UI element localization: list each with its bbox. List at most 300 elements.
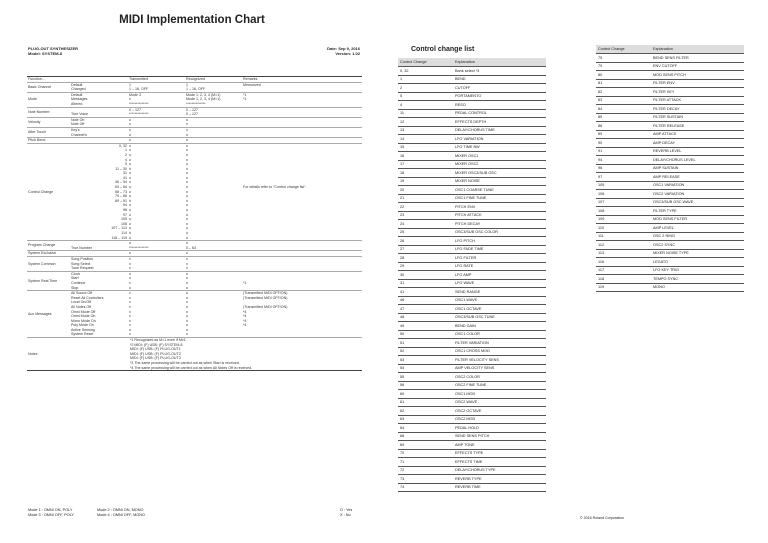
cell-line: o [129,143,131,148]
cell-line: *2 MIDI: (F) USB: (F) SYSTEM-8 [130,342,183,347]
cc-number: 5 [398,92,453,101]
table-row [27,291,362,338]
cc-explanation: FILTER KEY [651,88,744,97]
cc-explanation: OSC3/SUB OSC WAVE [651,198,744,207]
cell-line: x [129,122,131,127]
control-change-title: Control change list [411,46,475,53]
cell-line: o [186,138,188,143]
cell-line: o [129,171,131,176]
footer-line: Mode 4 : OMNI OFF, MONO [97,512,145,517]
cell-line: *3 The same processing will be carried out as when Start is received. [130,361,240,366]
cell-line: Omni Mode On [71,314,96,319]
cc-explanation: OSC1 COLOR [453,330,546,339]
cc-explanation: OSC1 COARSE TUNE [453,186,546,195]
cc-explanation: OSC 2 RING [651,232,744,241]
cell-line: Default [71,82,83,87]
cc-number: 91 [596,147,651,156]
table-row [27,107,362,117]
cell-line: o [186,231,188,235]
cc-number: 69 [398,441,453,450]
cell-line: x [129,309,131,314]
recognized-cell [185,127,242,137]
date-line: Date: Sep 9, 2016 [327,46,360,51]
cc-row [398,245,546,254]
cell-line: Reset All Controllers [71,295,104,300]
table-row [27,82,362,92]
cc-row [398,169,546,178]
footer-line: X : No [340,512,351,517]
function-cell: Pitch Bend [27,138,70,144]
model-line: Model: SYSTEM-8 [28,50,63,56]
cc-number: 55 [398,373,453,382]
cc-number: 119 [596,283,651,292]
cell-line: 1 [129,82,131,87]
cell-line: Mono Mode On [71,318,96,323]
cell-line: Mode 1, 2, 3, 4 (M=1) [186,92,221,97]
cc-explanation: BEND [453,75,546,84]
cell-line: 2 [125,152,127,157]
cell-line: 89 – 91 [115,198,127,203]
cc-row [596,164,744,173]
cc-explanation: MIXER NOISE [453,177,546,186]
cc-explanation: MIXER NOISE TYPE [651,249,744,258]
cc-number: 27 [398,245,453,254]
cc-row [596,156,744,165]
cc-row [398,279,546,288]
cc-header-explanation: Explanation [651,45,744,54]
cell-line: o [186,327,188,332]
cell-line: All Sound Off [71,291,93,296]
cc-explanation: DELAY/CHORUS TYPE [453,466,546,475]
footer-modes-right [97,508,145,517]
cell-line: Active Sensing [71,327,95,332]
cc-number: 46 [398,296,453,305]
cell-line: o [129,276,131,281]
cc-explanation: TEMPO SYNC [651,275,744,284]
cell-line: o [186,212,188,217]
cell-line: x [129,280,131,285]
cell-line: 46 – 54 [115,180,127,185]
cell-line: 68 – 73 [115,189,127,194]
cc-row [398,160,546,169]
remarks-cell [242,256,362,271]
cell-line: x [129,256,131,261]
cc-number: 51 [398,339,453,348]
cc-explanation: OSC2 FINE TUNE [453,381,546,390]
remarks-cell [242,127,362,137]
cc-explanation: AMP ATTACK [651,130,744,139]
cc-number: 31 [398,279,453,288]
cc-explanation: DELAY/CHORUS TIME [453,126,546,135]
cell-line: 105 [121,217,127,222]
cc-row [596,249,744,258]
remarks-cell [242,241,362,251]
cc-number: 73 [398,475,453,484]
cc-number: 29 [398,262,453,271]
cell-line: *4 [243,318,247,323]
cc-row [398,75,546,84]
cell-line: Poly Mode On [71,323,94,328]
cell-line: o [186,309,188,314]
cc-explanation: MIXER OSC1 [453,152,546,161]
cell-line: o [129,226,131,231]
document-title: MIDI Implementation Chart [119,14,265,26]
cc-explanation: OSC1 MOD [453,390,546,399]
cc-number: 60 [398,390,453,399]
function-cell: Note Number: [27,107,70,117]
cc-number: 17 [398,160,453,169]
cc-number: 109 [596,215,651,224]
cc-explanation: LFO FILTER [453,254,546,263]
cc-explanation: LFO FADE TIME [453,245,546,254]
cell-line: x [129,300,131,305]
cell-line: x [129,304,131,309]
function-cell: System Real Time [27,271,70,290]
cell-line: Note Off [71,122,85,127]
cell-line: 5 [125,162,127,167]
cc-row [398,330,546,339]
cc-row [596,283,744,292]
cell-line: *4 [243,309,247,314]
cell-line: 0, 32 [119,143,127,148]
cell-line: o [186,208,188,213]
transmitted-cell [128,256,185,271]
function-cell: Program Change [27,241,70,251]
cc-explanation: FILTER ATTACK [651,96,744,105]
cc-row [398,483,546,492]
cell-line: 4 [125,157,127,162]
cc-row [596,113,744,122]
cell-line: o [186,175,188,180]
cell-line: True Voice [71,112,89,117]
cell-line [71,138,127,143]
midi-implementation-table [27,76,362,371]
cc-number: 63 [398,415,453,424]
cc-number: 90 [596,139,651,148]
cell-line: MIDI: (F) USB: (F) PLUG-OUT1 [130,347,181,352]
cc-explanation: OSC1 CROSS MOD [453,347,546,356]
cell-line: o [129,162,131,167]
transmitted-cell [128,107,185,117]
cc-row [398,228,546,237]
cc-explanation: LFO PITCH [453,237,546,246]
cell-line: o [129,235,131,240]
model-info [28,46,78,55]
cc-number: 21 [398,194,453,203]
cc-number: 15 [398,143,453,152]
cc-explanation: FILTER VELOCITY SENS [453,356,546,365]
cc-number: 80 [596,71,651,80]
cell-line: 107 – 113 [111,226,127,231]
sub-function-cell [70,82,128,92]
cc-row [398,262,546,271]
notes-cell [70,338,362,371]
cc-number: 49 [398,322,453,331]
version-line: Version: 1.02 [335,50,360,56]
recognized-cell [185,143,242,240]
cc-row [596,62,744,71]
cc-explanation: MIXER OSC2 [453,160,546,169]
copyright: © 2016 Roland Corporation [580,516,624,520]
sub-function-cell [70,241,128,251]
cc-number: 113 [596,249,651,258]
sub-function-cell [70,117,128,127]
cc-explanation: CUTOFF [453,84,546,93]
cell-line: ************** [129,245,149,250]
cell-line: x [186,127,188,132]
sub-function-cell [70,92,128,107]
cc-explanation: LFO AMP [453,271,546,280]
cc-row [596,54,744,63]
cell-line: x [186,256,188,261]
cell-line: o [129,285,131,290]
cell-line [71,251,127,256]
cc-row [596,266,744,275]
function-cell: Control Change [27,143,70,240]
cc-explanation: REVERB TIME [453,483,546,492]
cc-number: 74 [398,483,453,492]
cell-line: 31 [123,171,127,176]
cell-line: 0 – 127 [129,107,141,112]
cc-explanation: PITCH ATTACK [453,211,546,220]
cc-row [398,211,546,220]
cell-line: o [129,185,131,190]
cell-line: 41 [123,175,127,180]
cc-row [398,432,546,441]
sub-function-cell [70,291,128,338]
cell-line: x [186,122,188,127]
cc-explanation: AMP LEVEL [651,224,744,233]
cc-number: 108 [596,207,651,216]
cc-number: 13 [398,126,453,135]
cell-line: o [129,212,131,217]
cc-number: 14 [398,135,453,144]
cc-number: 117 [596,266,651,275]
cell-line: o [186,166,188,171]
cell-line: ************** [186,101,206,106]
cc-explanation: LFO RATE [453,262,546,271]
function-cell: Velocity [27,117,70,127]
cc-row [398,390,546,399]
cell-line: o [186,132,188,137]
cell-line: x [129,314,131,319]
transmitted-cell [128,127,185,137]
cell-line: 1 – 16, OFF [129,87,149,92]
cc-row [398,407,546,416]
cell-line: o [186,271,188,276]
cc-explanation: OSC1 VARIATION [651,181,744,190]
cell-line [243,286,361,291]
cell-line: o [129,152,131,157]
cell-line: MIDI: (F) USB: (F) PLUG-OUT2 [130,351,181,356]
cc-explanation: PITCH DECAY [453,220,546,229]
cell-line: True Number [71,245,93,250]
cell-line: 79 – 86 [115,194,127,199]
cc-row [398,356,546,365]
table-row [27,127,362,137]
cc-row [398,271,546,280]
cc-row [596,130,744,139]
cc-number: 83 [596,96,651,105]
cc-explanation: OSC2 COLOR [453,373,546,382]
cc-explanation: PORTAMENTO [453,92,546,101]
recognized-cell [185,117,242,127]
cc-explanation: OSC2 MOD [453,415,546,424]
control-change-table-right [596,45,744,292]
cell-line: o [129,231,131,235]
cell-line: o [186,117,188,122]
cc-explanation: REVERB LEVEL [651,147,744,156]
cc-explanation: MOD SENS PITCH [651,71,744,80]
cc-explanation: SEND SENS PITCH [453,432,546,441]
cc-number: 84 [596,105,651,114]
cell-line: o [129,138,131,143]
date-version [300,46,360,55]
sub-function-cell [70,107,128,117]
cell-line: o [129,194,131,199]
cc-row [596,224,744,233]
cc-number: 85 [596,113,651,122]
cc-number: 41 [398,288,453,297]
cc-number: 4 [398,101,453,110]
cell-line: 96 [123,208,127,213]
cell-line: Tune Request [71,266,94,271]
cc-row [398,373,546,382]
cell-line: o [186,152,188,157]
cc-explanation: MIXER OSC3/SUB OSC [453,169,546,178]
cc-row [398,441,546,450]
footer-line: O : Yes [340,508,353,512]
cc-number: 64 [398,424,453,433]
cell-line: o [129,198,131,203]
cc-number: 79 [596,62,651,71]
cell-line: For details refer to "Control change list". [243,185,307,190]
cell-line: o [129,221,131,226]
cell-line: o [186,148,188,153]
footer-line: Mode 2 : OMNI ON, MONO [97,508,144,512]
cc-row [398,109,546,118]
cc-row [596,232,744,241]
cc-row [398,296,546,305]
cc-row [596,181,744,190]
cell-line: o [129,189,131,194]
cc-row [398,288,546,297]
cc-explanation: OSC3/SUB OSC TUNE [453,313,546,322]
cc-explanation: AMP DECAY [651,139,744,148]
cc-number: 111 [596,232,651,241]
remarks-cell [242,92,362,107]
cc-explanation: LFO KEY TRIG [651,266,744,275]
cell-line: o [186,180,188,185]
cc-number: 94 [596,156,651,165]
transmitted-cell [128,92,185,107]
column-header: Recognized [186,77,205,81]
cc-number: 28 [398,254,453,263]
cell-line: o [186,318,188,323]
cc-row [398,152,546,161]
cell-line: 11 – 30 [115,166,127,171]
cell-line: o [129,132,131,137]
cc-row [398,424,546,433]
cc-number: 75 [596,54,651,63]
table-row [27,338,362,371]
cc-number: 0, 32 [398,67,453,76]
cc-number: 70 [398,449,453,458]
cc-row [596,173,744,182]
cc-row [596,190,744,199]
cc-explanation: BEND GAIN [453,322,546,331]
cell-line: Default [71,92,83,97]
cc-number: 118 [596,275,651,284]
cell-line: o [129,208,131,213]
remarks-cell [242,271,362,290]
cc-number: 110 [596,224,651,233]
transmitted-cell [128,82,185,92]
cc-number: 2 [398,84,453,93]
cell-line: Song Select [71,261,91,266]
cell-line: 63 – 64 [115,185,127,190]
cc-row [398,177,546,186]
cc-row [596,258,744,267]
cell-line: o [129,166,131,171]
model-line: PLUG-OUT SYNTHESIZER [28,46,79,51]
footer-modes-left [28,508,74,517]
function-cell: System Exclusive [27,251,70,257]
cc-row [398,475,546,484]
cell-line: 1 [125,148,127,153]
cc-explanation: AMP VELOCITY SENS [453,364,546,373]
cc-row [596,122,744,131]
cc-header-explanation: Explanation [453,58,546,67]
cell-line: Stop [71,285,79,290]
cell-line: 94 [123,203,127,208]
cell-line: ************** [129,112,149,117]
function-cell: Aux Messages [27,291,70,338]
cc-explanation: ENV CUTOFF [651,62,744,71]
cc-row [398,305,546,314]
cc-number: 12 [398,118,453,127]
cell-line: x [129,332,131,337]
cell-line: o [129,157,131,162]
function-cell: After Touch [27,127,70,137]
cc-explanation: AMP TONE [453,441,546,450]
cc-number: 97 [596,173,651,182]
cc-number: 68 [398,432,453,441]
cc-explanation: OSC1 WAVE [453,296,546,305]
cell-line: o [129,241,131,246]
cell-line: o [186,171,188,176]
sub-function-cell [70,143,128,240]
cc-explanation: DELAY/CHORUS LEVEL [651,156,744,165]
footer-line: Mode 1 : OMNI ON, POLY [28,508,73,512]
recognized-cell [185,107,242,117]
cc-explanation: AMP SUSTAIN [651,164,744,173]
function-cell: Notes [27,338,70,371]
cell-line: All Notes Off [71,304,92,309]
cell-line: Omni Mode Off [71,309,96,314]
cc-number: 53 [398,356,453,365]
cell-line: o [186,280,188,285]
cc-number: 1 [398,75,453,84]
cc-explanation: FILTER VARIATION [453,339,546,348]
cell-line: o [186,226,188,231]
cc-explanation: LFO TIME BW [453,143,546,152]
cc-row [398,398,546,407]
cell-line: o [186,285,188,290]
cc-row [398,364,546,373]
cc-explanation: FILTER RELEASE [651,122,744,131]
cc-header-row [398,58,546,67]
